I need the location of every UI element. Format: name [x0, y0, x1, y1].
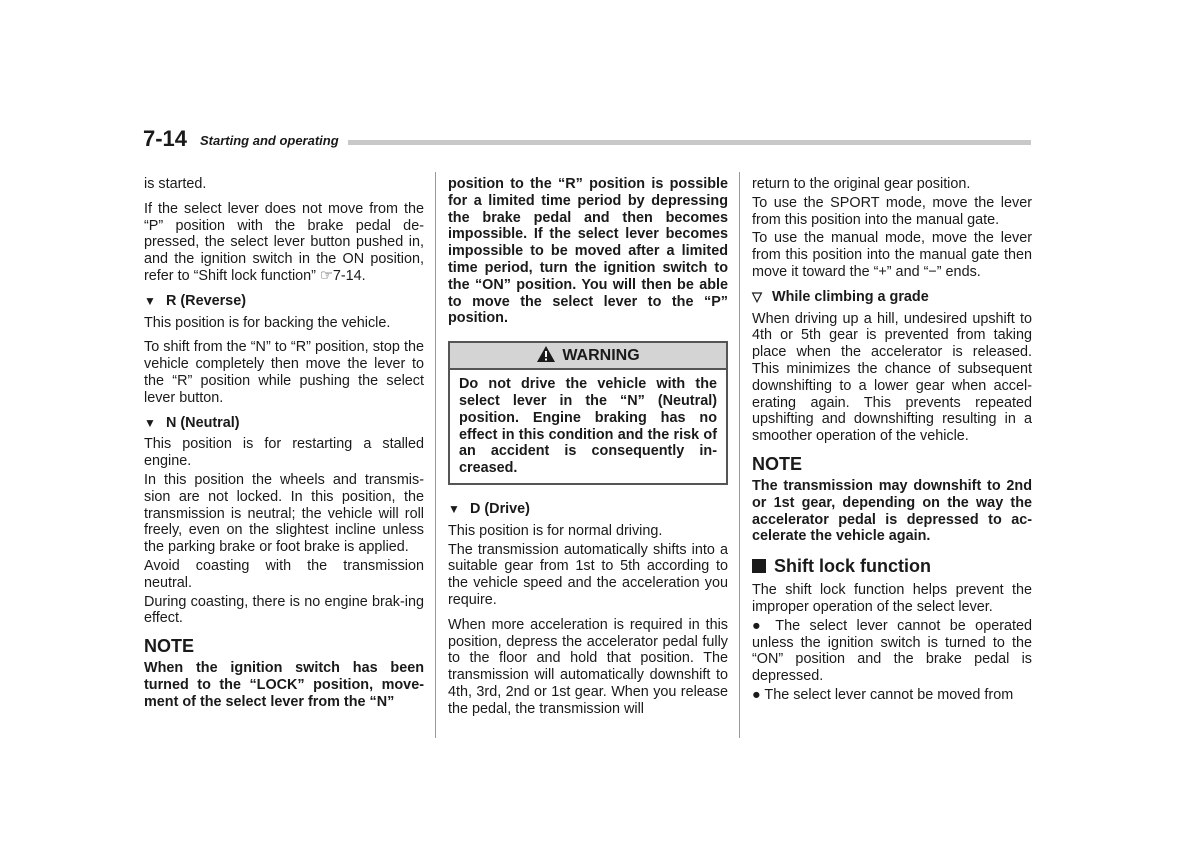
warning-icon — [536, 345, 556, 363]
subheading-drive — [448, 501, 728, 518]
paragraph: To use the SPORT mode, move the lever from this position into the manual gate. — [752, 194, 1032, 228]
subheading-neutral — [144, 415, 424, 432]
outline-triangle-down-icon: ▽ — [752, 288, 762, 304]
note-text-continued: position to the “R” position is possible for a limited time period by depressing the brake pedal and then becomes impossible. If the select lever becomes impossible to be moved after a limited time period, turn the ignition switch to the “ON” position. You will then be able to move the select lever to the “P” position. — [448, 176, 728, 327]
paragraph: Avoid coasting with the transmission neutral. — [144, 557, 424, 591]
paragraph: The transmission automatically shifts into a suitable gear from 1st to 5th according to the vehicle speed and the acceleration you require. — [448, 541, 728, 608]
triangle-down-icon: ▼ — [144, 415, 156, 430]
paragraph: This position is for normal driving. — [448, 522, 663, 539]
paragraph: In this position the wheels and transmis-sion are not locked. In this position, the transmission is neutral; the vehicle will roll freely, even on the slightest incline unless the parking brake or foot brake is applied. — [144, 471, 424, 556]
page-number: 7-14 — [143, 126, 188, 151]
page-header — [143, 124, 1031, 154]
subheading-climbing — [752, 289, 1032, 306]
heading-label: Shift lock function — [774, 556, 931, 577]
note-text: When the ignition switch has been turned to the “LOCK” position, move-ment of the select lever from the “N” — [144, 660, 424, 710]
bullet-item: ● The select lever cannot be operated unless the ignition switch is turned to the “ON” position and the brake pedal is depressed. — [752, 617, 1032, 685]
shift-lock-heading — [752, 555, 1032, 577]
warning-text: Do not drive the vehicle with the select lever in the “N” (Neutral) position. Engine braking has no effect in this condition and the risk of an accident is consequently in-creased. — [459, 376, 717, 477]
warning-heading: WARNING — [562, 347, 640, 365]
paragraph: This position is for backing the vehicle. — [144, 314, 391, 331]
subheading-label: R (Reverse) — [166, 292, 246, 309]
paragraph: To shift from the “N” to “R” position, stop the vehicle completely then move the lever to the “R” position while pushing the select lever button. — [144, 339, 424, 406]
subheading-label: D (Drive) — [470, 500, 530, 517]
paragraph: This position is for restarting a stalled engine. — [144, 436, 424, 470]
triangle-down-icon: ▼ — [144, 293, 156, 308]
note-heading: NOTE — [144, 636, 195, 657]
paragraph: During coasting, there is no engine brak-ing effect. — [144, 593, 424, 627]
column-2 — [448, 176, 728, 726]
warning-header — [450, 343, 726, 370]
paragraph: The shift lock function helps prevent the improper operation of the select lever. — [752, 582, 1032, 615]
paragraph: To use the manual mode, move the lever from this position into the manual gate then move it toward the “+” and “−” ends. — [752, 230, 1032, 280]
header-rule — [348, 140, 1031, 145]
subheading-reverse — [144, 293, 424, 310]
column-1 — [144, 176, 424, 719]
column-3 — [752, 176, 1032, 706]
paragraph: If the select lever does not move from the “P” position with the brake pedal de-pressed, the select lever button pushed in, and the ignition switch in the ON position, refer to “Shift lock function” ☞7-14. — [144, 200, 424, 284]
column-divider — [435, 172, 436, 738]
bullet-item: ● The select lever cannot be moved from — [752, 686, 1014, 703]
subheading-label: N (Neutral) — [166, 414, 240, 431]
paragraph: is started. — [144, 176, 207, 192]
note-text: The transmission may downshift to 2nd or 1st gear, depending on the way the accelerator pedal is depressed to ac-celerate the vehicle again. — [752, 477, 1032, 545]
square-bullet-icon — [752, 559, 766, 573]
paragraph: When driving up a hill, undesired upshift to 4th or 5th gear is prevented from taking place when the accelerator is released. This minimizes the chance of subsequent downshifting to a lower gear when accel-erating again. This prevents repeated upshifting and downshifting resulting in a smoother operation of the vehicle. — [752, 310, 1032, 445]
warning-box — [448, 341, 728, 485]
note-heading: NOTE — [752, 453, 803, 474]
paragraph: When more acceleration is required in this position, depress the accelerator pedal fully to the floor and hold that position. The transmission will automatically downshift to 4th, 3rd, 2nd or 1st gear. When you release the pedal, the transmission will — [448, 616, 728, 717]
triangle-down-icon: ▼ — [448, 501, 460, 516]
subheading-label: While climbing a grade — [772, 288, 929, 305]
paragraph: return to the original gear position. — [752, 176, 971, 192]
section-title: Starting and operating — [200, 133, 339, 148]
column-divider — [739, 172, 740, 738]
